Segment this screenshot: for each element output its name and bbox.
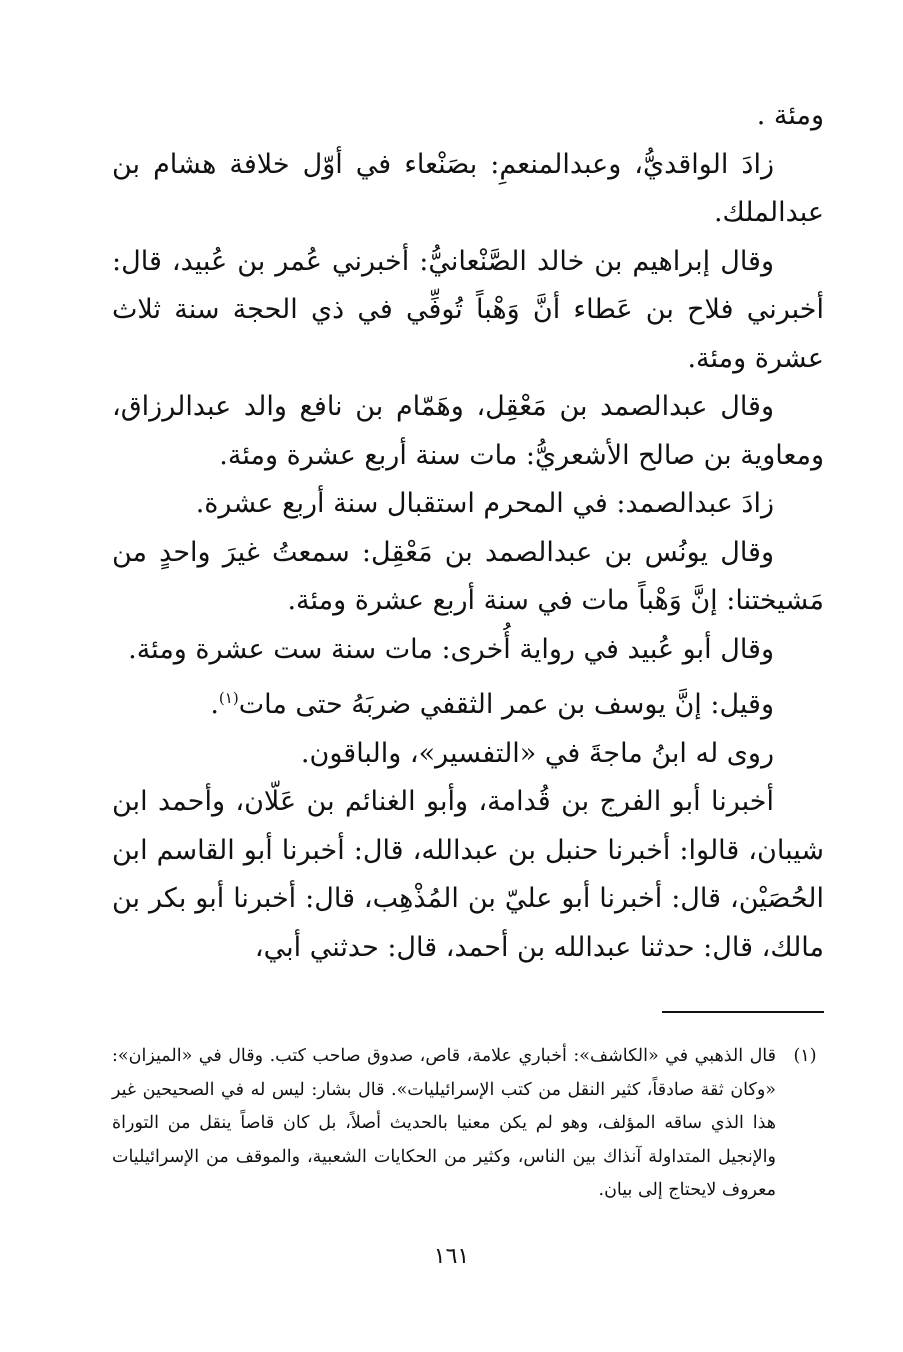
paragraph: زادَ عبدالصمد: في المحرم استقبال سنة أربع عشرة.	[195, 488, 774, 519]
paragraph-end: .	[210, 689, 219, 720]
paragraph: زادَ الواقديُّ، وعبدالمنعمِ: بصَنْعاء في أوّل خلافة هشام بن عبدالملك.	[112, 148, 824, 228]
footnote-text: قال الذهبي في «الكاشف»: أخباري علامة، قاص، صدوق صاحب كتب. وقال في «الميزان»: «وكان ثقة صادقاً، كثير النقل من كتب الإسرائيليات». قال بشار: ليس له في الصحيحين غير هذا الذي ساقه المؤلف، وهو لم يكن معنيا بالحديث أصلاً، بل كان قاصاً ينقل من التوراة والإنجيل المتداولة آنذاك بين الناس، وكثير من الحكايات الشعبية، والموقف من الإسرائيليات معروف لايحتاج إلى بيان.	[112, 1046, 776, 1200]
footnote	[112, 1040, 824, 1208]
paragraph-text: وقيل: إنَّ يوسف بن عمر الثقفي ضربَهُ حتى مات	[238, 689, 774, 720]
footnote-separator	[662, 1011, 824, 1013]
footnote-number: (١)	[793, 1046, 817, 1066]
page-number: ١٦١	[433, 1244, 470, 1269]
paragraph: وقال عبدالصمد بن مَعْقِل، وهَمّام بن نافع والد عبدالرزاق، ومعاوية بن صالح الأشعريُّ: مات سنة أربع عشرة ومئة.	[112, 391, 824, 471]
paragraph: وقال أبو عُبيد في رواية أُخرى: مات سنة ست عشرة ومئة.	[128, 633, 774, 665]
paragraph	[112, 674, 824, 730]
footnote-marker: (١)	[218, 689, 239, 707]
paragraph: وقال يونُس بن عبدالصمد بن مَعْقِل: سمعتُ غيرَ واحدٍ من مَشيختنا: إنَّ وَهْباً مات في سنة أربع عشرة ومئة.	[112, 536, 824, 616]
paragraph: ومئة .	[756, 100, 824, 131]
paragraph: أخبرنا أبو الفرج بن قُدامة، وأبو الغنائم بن عَلّان، وأحمد ابن شيبان، قالوا: أخبرنا حنبل بن عبدالله، قال: أخبرنا أبو القاسم ابن الحُصَيْن، قال: أخبرنا أبو عليّ بن المُذْهِب، قال: أخبرنا أبو بكر بن مالك، قال: حدثنا عبدالله بن أحمد، قال: حدثني أبي،	[112, 786, 824, 963]
main-text	[112, 92, 824, 972]
paragraph: وقال إبراهيم بن خالد الصَّنْعانيُّ: أخبرني عُمر بن عُبيد، قال: أخبرني فلاح بن عَطاء أنَّ وَهْباً تُوفِّي في ذي الحجة سنة ثلاث عشرة ومئة.	[112, 245, 824, 374]
paragraph: روى له ابنُ ماجةَ في «التفسير»، والباقون.	[300, 737, 774, 769]
